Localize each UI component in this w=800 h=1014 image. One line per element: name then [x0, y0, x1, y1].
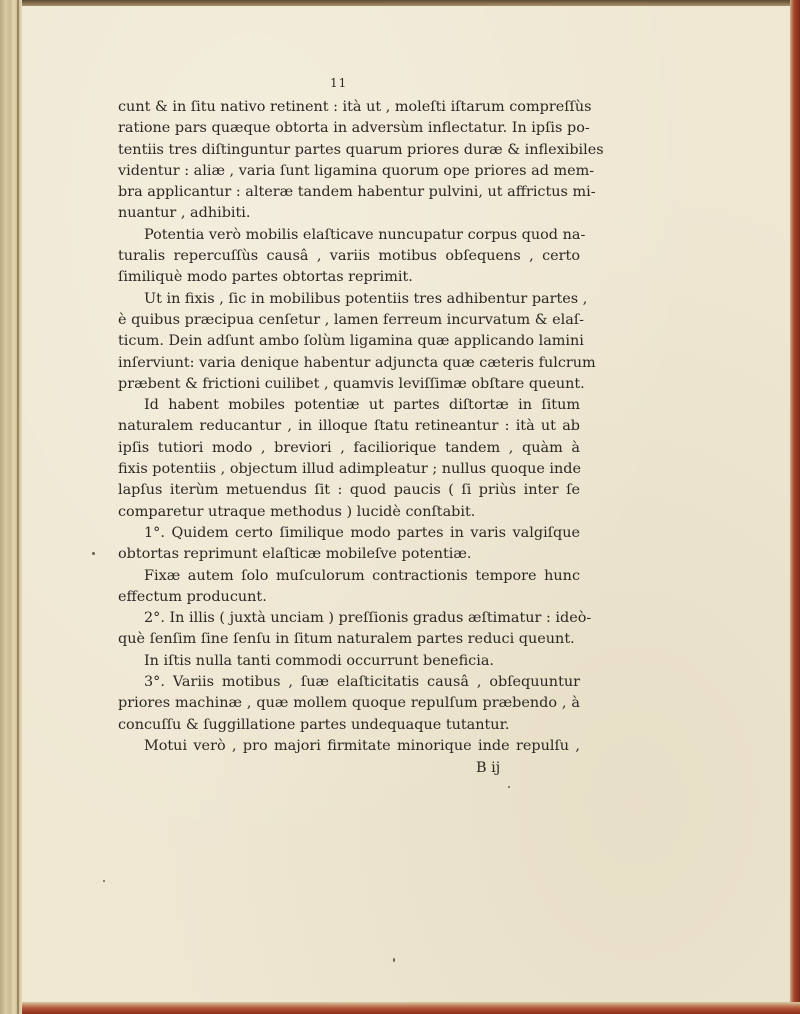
text-line: Potentia verò mobilis elaſticave nuncupatur corpus quod na- — [144, 226, 586, 243]
text-line: ticum. Dein adſunt ambo ſolùm ligamina quæ applicando lamini — [118, 333, 584, 350]
paragraph-8 — [118, 651, 580, 672]
text-line: 1°. Quidem certo ſimilique modo partes in varis valgiſque — [144, 524, 580, 541]
text-line: ſimiliquè modo partes obtortas reprimit. — [118, 269, 413, 286]
gutter-line — [17, 0, 19, 1014]
paper-speck — [393, 958, 395, 962]
text-line: effectum producunt. — [118, 588, 267, 605]
paper-speck — [92, 552, 95, 555]
text-line: nuantur , adhibiti. — [118, 205, 251, 222]
text-line: In iſtis nulla tanti commodi occurrunt beneficia. — [144, 652, 494, 669]
paragraph-3 — [118, 289, 596, 395]
signature-mark: B ij — [476, 760, 501, 776]
paragraph-1 — [118, 97, 604, 225]
text-line: comparetur utraque methodus ) lucidè conſtabit. — [118, 503, 476, 520]
text-line: 2°. In illis ( juxtà unciam ) preſſionis gradus æſtimatur : ideò- — [144, 610, 592, 627]
text-line: ratione pars quæque obtorta in adversùm inflectatur. In ipſis po- — [118, 120, 590, 137]
text-line: Ut in fixis , ſic in mobilibus potentiis tres adhibentur partes , — [144, 290, 588, 307]
text-line: Id habent mobiles potentiæ ut partes diſtortæ in ſitum — [144, 397, 580, 414]
paragraph-2 — [118, 225, 586, 289]
paragraph-4 — [118, 395, 580, 523]
paragraph-6 — [118, 566, 580, 609]
text-line: tentiis tres diſtinguntur partes quarum priores duræ & inflexibiles — [118, 141, 604, 158]
page-number: 11 — [330, 76, 348, 90]
text-line: bra applicantur : alteræ tandem habentur pulvini, ut affrictus mi- — [118, 184, 596, 201]
text-line: Fixæ autem ſolo muſculorum contractionis tempore hunc — [144, 567, 580, 584]
paper-speck — [103, 880, 105, 882]
text-line: concuſſu & ſuggillatione partes undequaque tutantur. — [118, 716, 510, 733]
text-line: què ſenſim ſine ſenſu in ſitum naturalem partes reduci queunt. — [118, 631, 575, 648]
text-line: præbent & frictioni cuilibet , quamvis leviſſimæ obſtare queunt. — [118, 375, 585, 392]
text-line: Motui verò , pro majori firmitate minorique inde repulſu , — [144, 737, 580, 754]
text-line: è quibus præcipua cenſetur , lamen ferreum incurvatum & elaſ- — [118, 311, 584, 328]
text-line: obtortas reprimunt elaſticæ mobileſve potentiæ. — [118, 546, 472, 563]
text-line: priores machinæ , quæ mollem quoque repulſum præbendo , à — [118, 695, 580, 712]
text-line: inſerviunt: varia denique habentur adjuncta quæ cæteris fulcrum — [118, 354, 596, 371]
text-line: videntur : aliæ , varia ſunt ligamina quorum ope priores ad mem- — [118, 162, 595, 179]
paragraph-7 — [118, 608, 592, 651]
text-line: ipſis tutiori modo , breviori , faciliorique tandem , quàm à — [118, 439, 580, 456]
paragraph-10 — [118, 736, 580, 757]
text-line: lapſus iterùm metuendus ſit : quod paucis ( ſi priùs inter ſe — [118, 482, 580, 499]
page-bottom-edge — [22, 1002, 800, 1014]
paragraph-5 — [118, 523, 580, 566]
body-text — [118, 97, 604, 757]
page-right-edge — [790, 0, 800, 1014]
text-line: turalis repercuſſùs causâ , variis motibus obſequens , certo — [118, 248, 580, 265]
text-line: 3°. Variis motibus , ſuæ elaſticitatis causâ , obſequuntur — [144, 674, 580, 691]
text-line: fixis potentiis , objectum illud adimpleatur ; nullus quoque inde — [118, 461, 582, 478]
text-line: naturalem reducantur , in illoque ſtatu retineantur : ità ut ab — [118, 418, 580, 435]
paragraph-9 — [118, 672, 580, 736]
text-line: cunt & in ſitu nativo retinent : ità ut , moleſti iſtarum compreſſùs — [118, 99, 592, 115]
paper-speck — [508, 786, 510, 788]
